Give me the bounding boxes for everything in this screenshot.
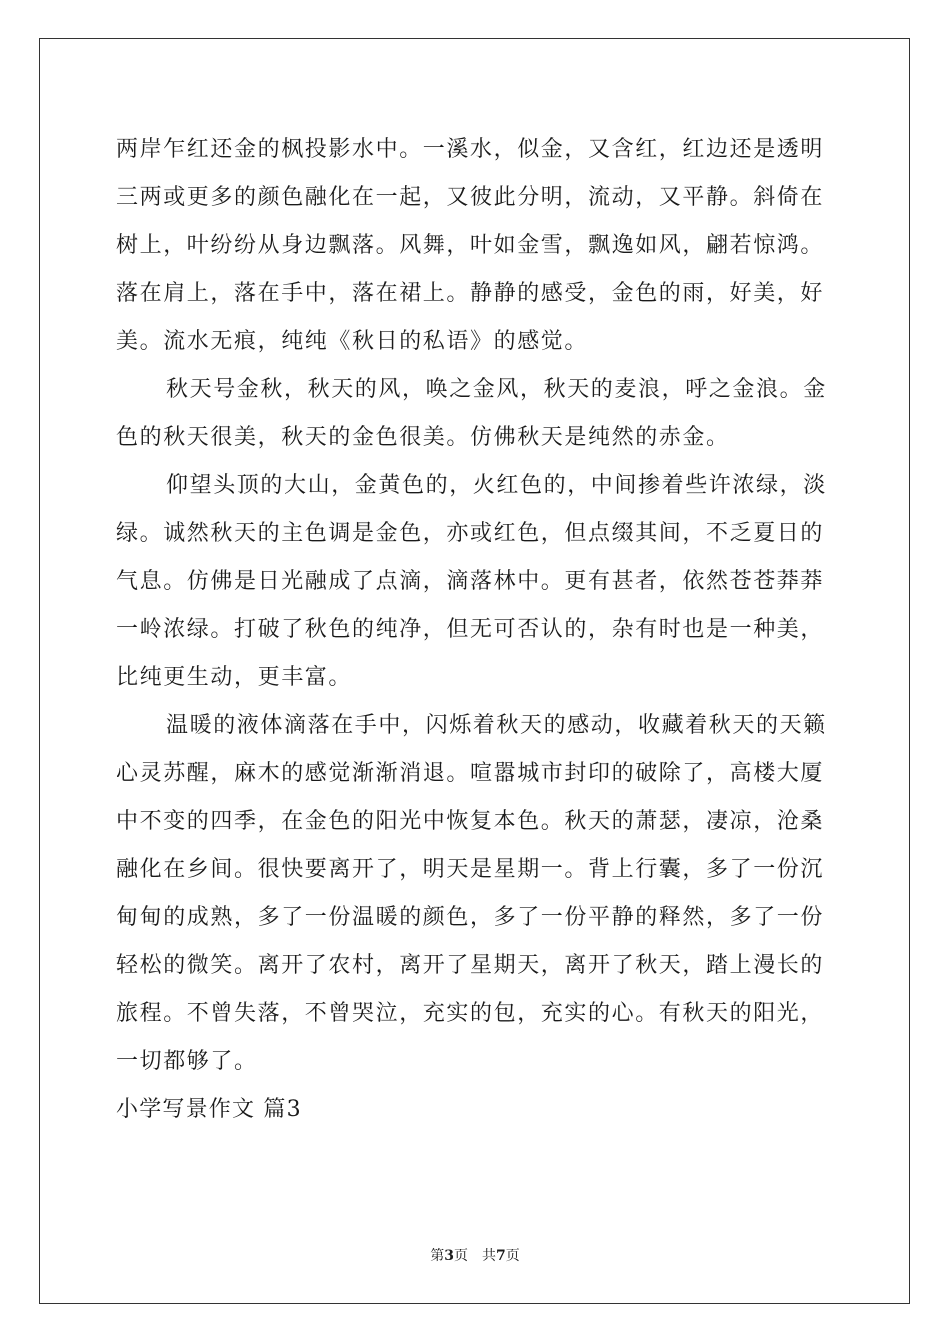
text-line: 三两或更多的颜色融化在一起，又彼此分明，流动，又平静。斜倚在 xyxy=(116,185,825,210)
text-line: 气息。仿佛是日光融成了点滴，滴落林中。更有甚者，依然苍苍莽莽 xyxy=(116,569,825,594)
paragraph-start-line: 秋天号金秋，秋天的风，唤之金风，秋天的麦浪，呼之金浪。金 xyxy=(166,377,827,402)
text-line: 比纯更生动，更丰富。 xyxy=(116,665,353,690)
page-footer xyxy=(0,1247,950,1265)
text-line: 甸甸的成熟，多了一份温暖的颜色，多了一份平静的释然，多了一份 xyxy=(116,905,825,930)
text-line: 一切都够了。 xyxy=(116,1049,258,1074)
text-line: 心灵苏醒，麻木的感觉渐渐消退。喧嚣城市封印的破除了，高楼大厦 xyxy=(116,761,825,786)
text-line: 两岸乍红还金的枫投影水中。一溪水，似金，又含红，红边还是透明 xyxy=(116,137,825,162)
total-page-number: 7 xyxy=(496,1248,506,1264)
paragraph-start-line: 温暖的液体滴落在手中，闪烁着秋天的感动，收藏着秋天的天籁 xyxy=(166,713,827,738)
text-line: 旅程。不曾失落，不曾哭泣，充实的包，充实的心。有秋天的阳光， xyxy=(116,1001,825,1026)
text-line: 中不变的四季，在金色的阳光中恢复本色。秋天的萧瑟，凄凉，沧桑 xyxy=(116,809,825,834)
text-line: 一岭浓绿。打破了秋色的纯净，但无可否认的，杂有时也是一种美， xyxy=(116,617,825,642)
text-line: 色的秋天很美，秋天的金色很美。仿佛秋天是纯然的赤金。 xyxy=(116,425,730,450)
text-line: 融化在乡间。很快要离开了，明天是星期一。背上行囊，多了一份沉 xyxy=(116,857,825,882)
current-page-number: 3 xyxy=(444,1248,454,1264)
footer-prefix: 第 xyxy=(430,1248,445,1264)
text-line: 树上，叶纷纷从身边飘落。风舞，叶如金雪，飘逸如风，翩若惊鸿。 xyxy=(116,233,825,258)
text-line: 轻松的微笑。离开了农村，离开了星期天，离开了秋天，踏上漫长的 xyxy=(116,953,825,978)
text-line: 美。流水无痕，纯纯《秋日的私语》的感觉。 xyxy=(116,329,589,354)
section-heading: 小学写景作文 篇3 xyxy=(116,1097,302,1122)
paragraph-start-line: 仰望头顶的大山，金黄色的，火红色的，中间掺着些许浓绿，淡 xyxy=(166,473,827,498)
footer-suffix: 页 xyxy=(505,1248,520,1264)
document-body xyxy=(116,126,836,1134)
text-line: 绿。诚然秋天的主色调是金色，亦或红色，但点缀其间，不乏夏日的 xyxy=(116,521,825,546)
footer-mid: 页 共 xyxy=(454,1248,496,1264)
text-line: 落在肩上，落在手中，落在裙上。静静的感受，金色的雨，好美，好 xyxy=(116,281,825,306)
